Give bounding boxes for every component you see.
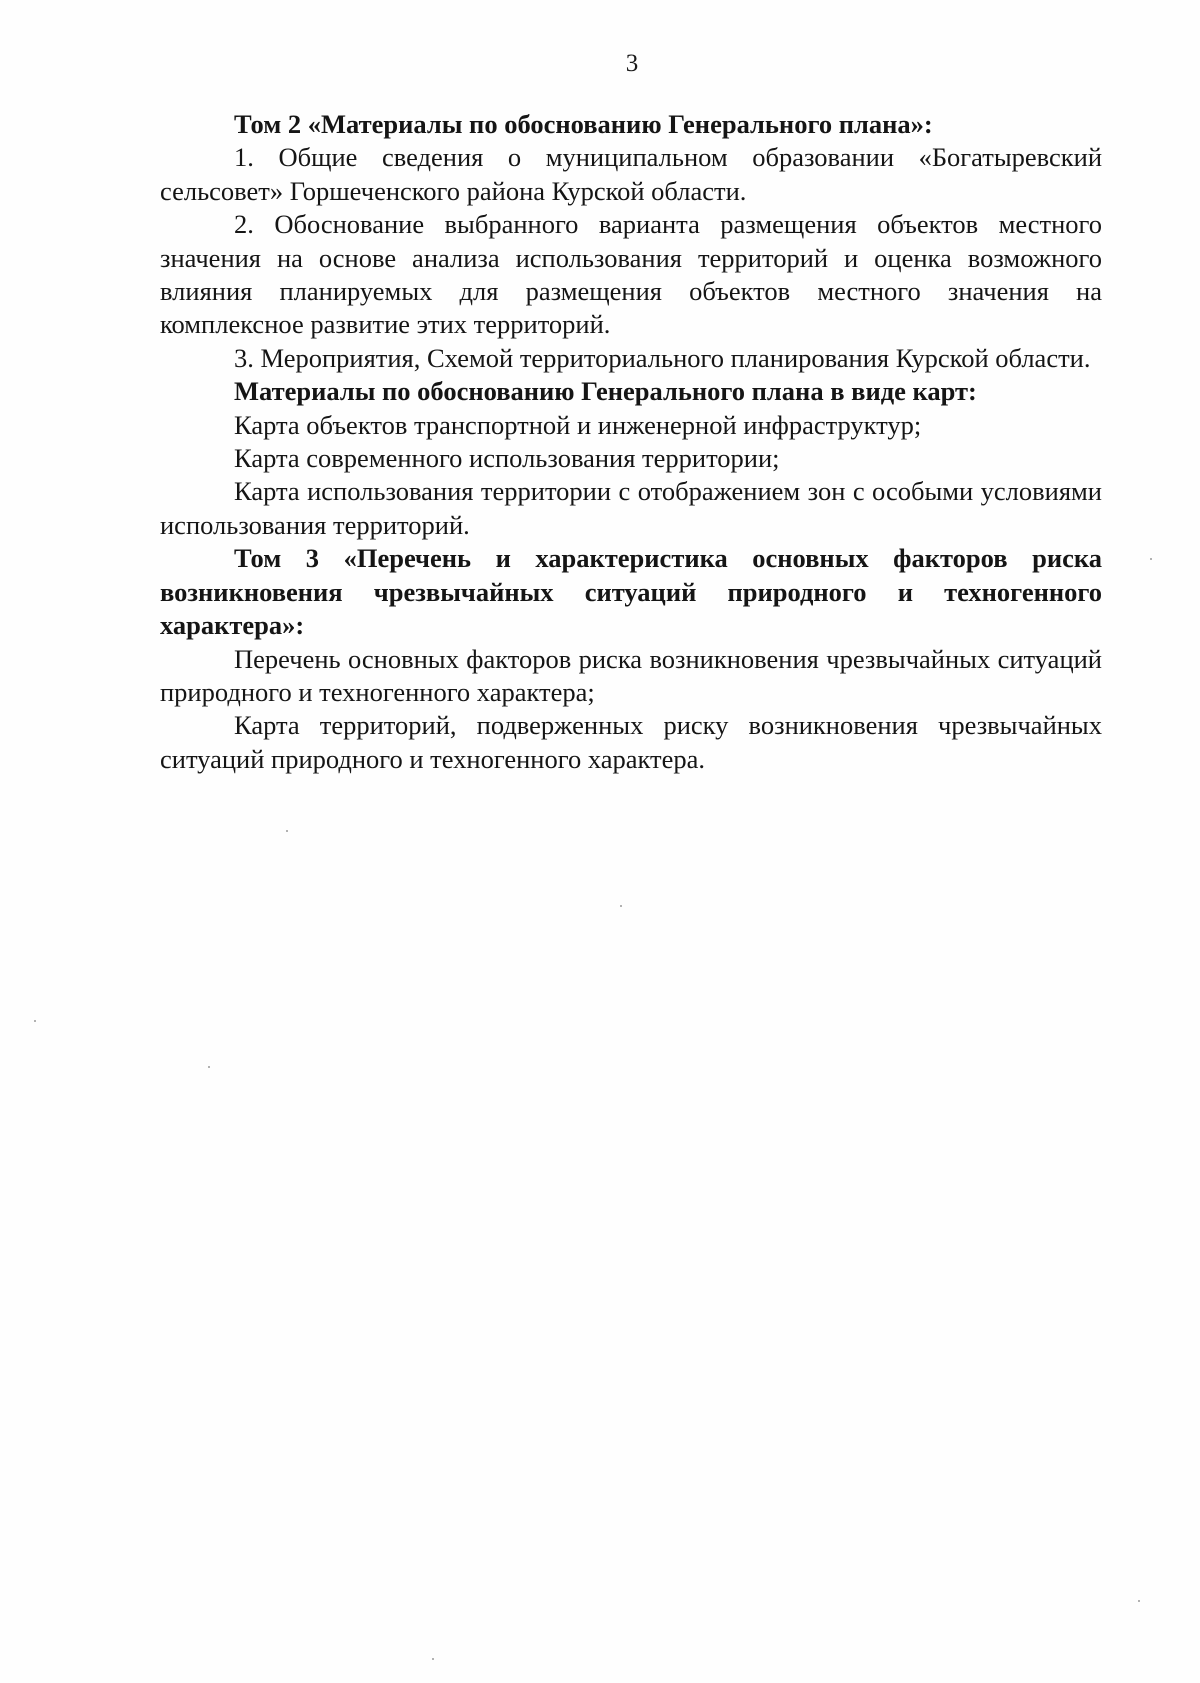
scan-speck	[620, 905, 622, 907]
volume-2-item-1: 1. Общие сведения о муниципальном образовании «Богатыревский сельсовет» Горшеченского района Курской области.	[160, 142, 1102, 206]
volume-2-item-2: 2. Обоснование выбранного варианта размещения объектов местного значения на основе анализа использования территорий и оценка возможного влияния планируемых для размещения объектов местного значения на комплексное развитие этих территорий.	[160, 209, 1102, 340]
volume-2-heading: Том 2 «Материалы по обоснованию Генерального плана»:	[234, 109, 933, 139]
document-body	[160, 108, 1102, 776]
scan-speck	[286, 830, 288, 832]
volume-3-item-risk-list: Перечень основных факторов риска возникновения чрезвычайных ситуаций природного и техногенного характера;	[160, 643, 1102, 707]
volume-3-item-risk-map: Карта территорий, подверженных риску возникновения чрезвычайных ситуаций природного и техногенного характера.	[160, 710, 1102, 774]
scan-speck	[1150, 558, 1152, 560]
scan-speck	[1138, 1600, 1140, 1602]
map-item-infrastructure: Карта объектов транспортной и инженерной инфраструктур;	[234, 409, 922, 440]
page-number: 3	[625, 50, 639, 77]
scan-speck	[208, 1066, 210, 1068]
scan-speck	[34, 1020, 36, 1022]
volume-2-item-3: 3. Мероприятия, Схемой территориального планирования Курской области.	[234, 342, 1091, 373]
map-item-current-use: Карта современного использования территории;	[234, 443, 780, 474]
maps-heading: Материалы по обоснованию Генерального плана в виде карт:	[234, 376, 977, 407]
map-item-special-zones: Карта использования территории с отображением зон с особыми условиями использования территорий.	[160, 476, 1102, 540]
volume-3-heading: Том 3 «Перечень и характеристика основных факторов риска возникновения чрезвычайных ситуаций природного и техногенного характера»:	[160, 543, 1102, 641]
scan-speck	[432, 1658, 434, 1660]
